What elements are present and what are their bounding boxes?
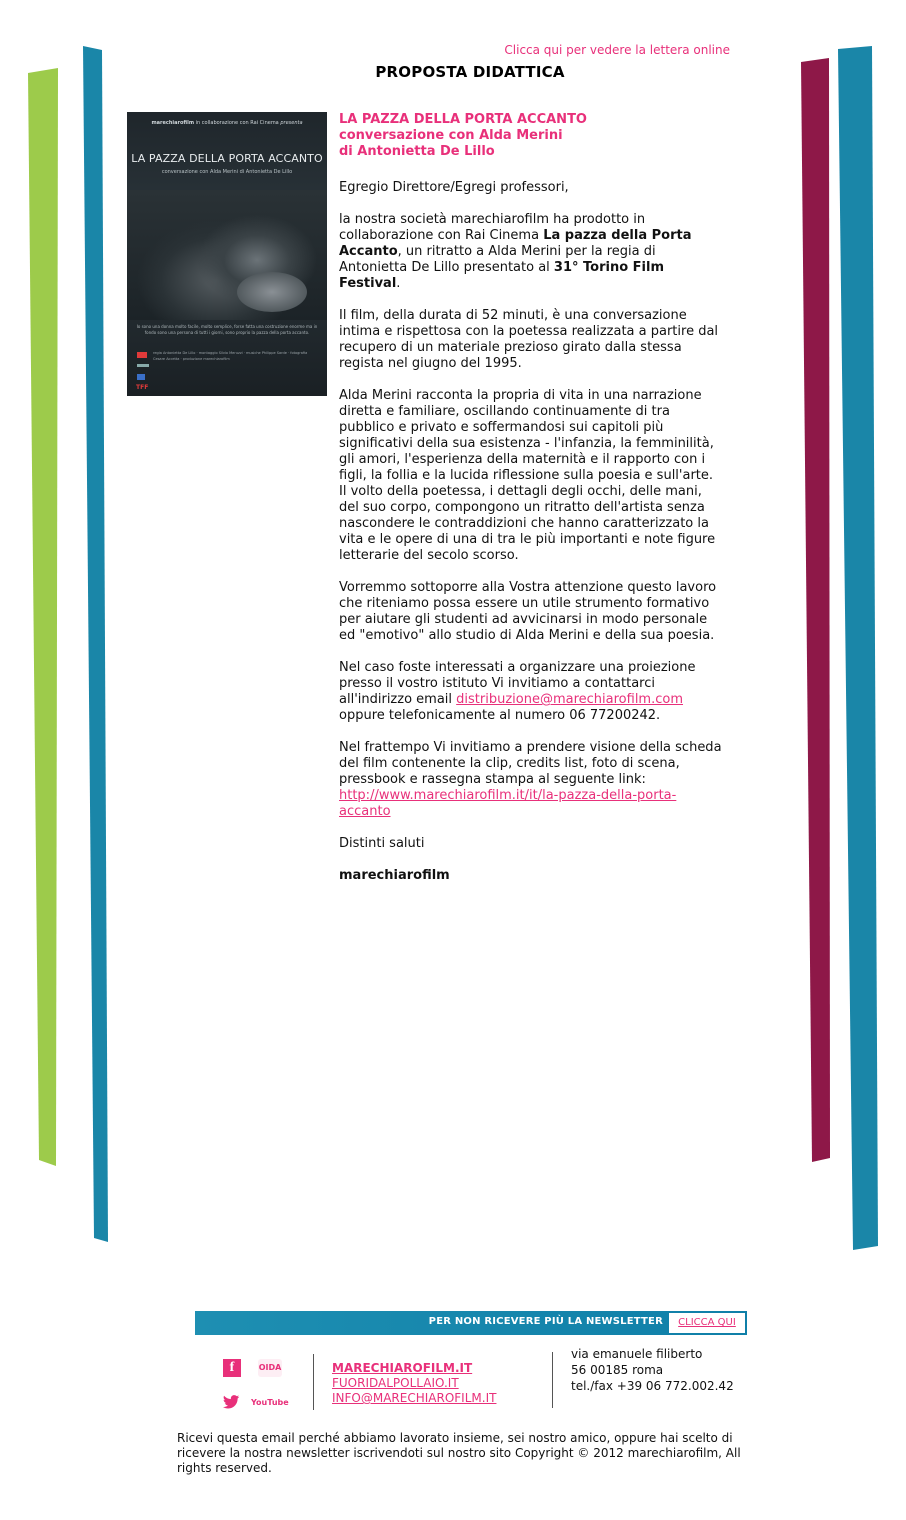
poster-subtitle: conversazione con Alda Merini di Antonietta De Lillo [161,169,293,175]
poster-presents: presenta [280,120,303,126]
p5-text-b: oppure telefonicamente al numero 06 77200242. [339,708,661,723]
paragraph-duration: Il film, della durata di 52 minuti, è una conversazione intima e rispettosa con la poetessa realizzata a partire dal recupero di un materiale prezioso girato dalla stessa regista nel giugno del 1995. [339,308,719,371]
headline-director: di Antonietta De Lillo [339,144,495,159]
address-street: via emanuele filiberto [571,1347,703,1361]
facebook-icon[interactable]: f [223,1359,241,1377]
blue-stripe-right [835,46,881,1252]
poster-logo-icon [137,352,147,358]
letter-body [339,112,724,900]
maroon-stripe-right [798,58,834,1162]
p1-text-a: la nostra società marechiarofilm ha prodotto in collaborazione con Rai Cinema [339,212,646,243]
p3-text-b: Il volto della poetessa, i dettagli degli occhi, delle mani, del suo corpo, compongono un ritratto dell'artista senza nascondere le contraddizioni che hanno caratterizzato la vita e le opere di una di tra le più importanti e note figure letterarie del secolo scorso. [339,484,716,563]
poster-collab: in collaborazione con Rai Cinema [195,120,279,126]
p1-festival: 31° Torino Film Festival [339,260,665,291]
footer-divider-2 [552,1352,553,1408]
p1-text-e: . [396,276,401,291]
footer-divider [313,1354,314,1410]
youtube-icon[interactable]: YouTube [251,1398,289,1407]
address-city: 56 00185 roma [571,1363,664,1377]
p5-text-a: Nel caso foste interessati a organizzare una proiezione presso il vostro istituto Vi invitiamo a contattarci all'indirizzo email [339,660,696,707]
poster-credits: regia Antonietta De Lillo · montaggio Silvio Meruzzi · musiche Philippe Sarde · fotografia Cesare Accetta · produzione marechiarofilm [153,351,308,361]
closing: Distinti saluti [339,836,425,851]
paragraph-contact [339,660,724,724]
unsubscribe-button[interactable]: CLICCA QUI [669,1313,745,1333]
film-page-link[interactable]: http://www.marechiarofilm.it/it/la-pazza-della-porta-accanto [339,788,677,819]
marechiarofilm-site-link[interactable]: MARECHIAROFILM.IT [332,1361,473,1375]
footer-disclaimer: Ricevi questa email perché abbiamo lavorato insieme, sei nostro amico, oppure hai scelto di ricevere la nostra newsletter iscrivendoti sul nostro sito Copyright © 2012 marechiarofilm, All rights reserved. [177,1431,741,1475]
poster-title: LA PAZZA DELLA PORTA ACCANTO [131,152,323,165]
footer-address [571,1346,734,1394]
twitter-icon[interactable] [223,1393,241,1411]
signature: marechiarofilm [339,868,450,883]
distribution-email-link[interactable]: distribuzione@marechiarofilm.com [456,692,683,707]
paragraph-link [339,740,724,820]
paragraph-proposal: Vorremmo sottoporre alla Vostra attenzione questo lavoro che riteniamo possa essere un utile strumento formativo per aiutare gli studenti ad avvicinarsi in modo personale ed "emotivo" allo studio di Alda Merini e della sua poesia. [339,580,717,643]
blue-stripe-left [80,44,110,1244]
footer-sites [332,1361,496,1406]
poster-brand: marechiarofilm [151,120,195,126]
unsubscribe-bar [195,1311,747,1335]
oida-icon[interactable]: OIDA [258,1359,282,1377]
poster-top-line [127,120,327,126]
film-poster [127,112,327,396]
unsubscribe-label: PER NON RICEVERE PIÙ LA NEWSLETTER [428,1316,663,1327]
poster-quote: Io sono una donna molto facile, molto semplice, forse fatta una costruzione enorme ma in fondo sono una persona di tutti i giorni, sono proprio la pazza della porta accanto. [136,324,318,335]
greeting: Egregio Direttore/Egregi professori, [339,180,569,195]
info-email-link[interactable]: INFO@MARECHIAROFILM.IT [332,1391,497,1405]
p1-text-c: , un ritratto a Alda Merini per la regia di Antonietta De Lillo presentato al [339,244,656,275]
p1-film-title: La pazza della Porta Accanto [339,228,692,259]
page-title: PROPOSTA DIDATTICA [375,63,565,81]
film-headline [339,112,724,160]
view-online-link[interactable]: Clicca qui per vedere la lettera online [504,43,730,57]
paragraph-narration [339,388,724,564]
green-stripe-left [25,68,61,1168]
address-phone: tel./fax +39 06 772.002.42 [571,1379,734,1393]
paragraph-production [339,212,724,292]
p6-text: Nel frattempo Vi invitiamo a prendere visione della scheda del film contenente la clip, credits list, foto di scena, pressbook e rassegna stampa al seguente link: [339,740,722,787]
rai-cinema-logo-icon [137,364,149,367]
poster-hand-image [237,272,307,312]
mibac-logo-icon [137,374,145,380]
p3-text-a: Alda Merini racconta la propria di vita in una narrazione diretta e familiare, oscillando continuamente di tra pubblico e privato e soffermandosi sui capitoli più significativi della sua esistenza - l'infanzia, la femminilità, gli amori, l'esperienza della maternità e il rapporto con i figli, la follia e la lucida riflessione sulla poesia e sull'arte. [339,388,714,483]
fuoridalpollaio-site-link[interactable]: FUORIDALPOLLAIO.IT [332,1376,459,1390]
headline-title: LA PAZZA DELLA PORTA ACCANTO [339,112,587,127]
poster-festival-logo: TFF [136,384,149,391]
headline-subtitle: conversazione con Alda Merini [339,128,563,143]
